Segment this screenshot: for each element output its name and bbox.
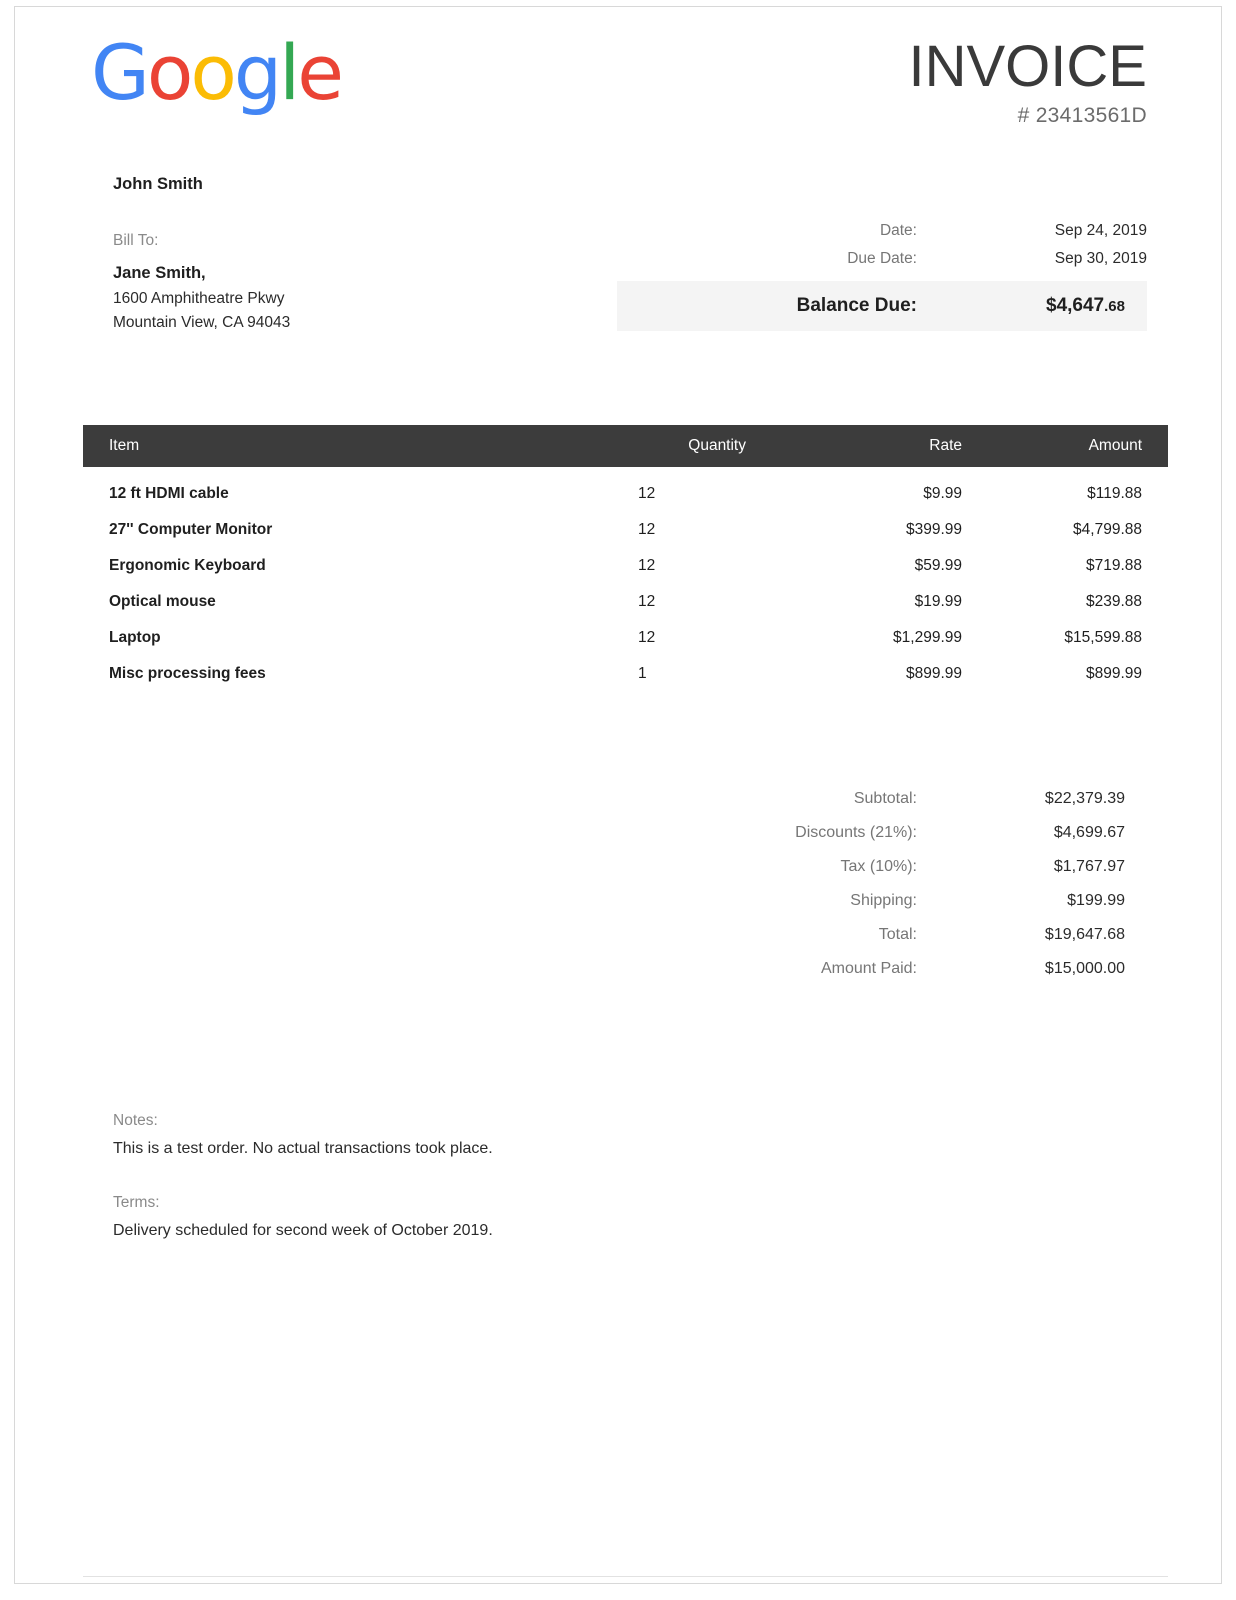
cell-item: Optical mouse [109, 593, 216, 610]
cell-quantity: 12 [638, 629, 656, 646]
totals-row [547, 884, 1147, 918]
table-row [83, 548, 1168, 584]
terms-label: Terms: [113, 1194, 160, 1211]
balance-due-label: Balance Due: [796, 295, 917, 316]
balance-due-value [957, 295, 1147, 317]
cell-amount: $15,599.88 [1064, 629, 1142, 646]
totals-value: $15,000.00 [1044, 960, 1125, 977]
table-header-row [83, 425, 1168, 467]
bill-to-block [113, 229, 290, 335]
totals-row [547, 816, 1147, 850]
meta-row-date [617, 217, 1147, 245]
cell-rate: $59.99 [914, 557, 962, 574]
totals-value: $199.99 [1067, 892, 1125, 909]
google-logo-letter: g [233, 28, 280, 117]
cell-quantity: 12 [638, 557, 656, 574]
meta-row-due-date [617, 245, 1147, 273]
bill-to-label: Bill To: [113, 232, 159, 249]
totals-label: Tax (10%): [840, 858, 917, 875]
balance-due-row [617, 281, 1147, 331]
cell-quantity: 1 [638, 665, 647, 682]
cell-rate: $9.99 [923, 485, 962, 502]
totals-row [547, 782, 1147, 816]
page-title: INVOICE [908, 34, 1147, 99]
invoice-number: # 23413561D [1017, 103, 1147, 127]
bill-to-name: Jane Smith, [113, 264, 206, 283]
cell-quantity: 12 [638, 521, 656, 538]
cell-quantity: 12 [638, 485, 656, 502]
notes-block [113, 1112, 1013, 1276]
notes-label: Notes: [113, 1112, 158, 1129]
terms-body: Delivery scheduled for second week of October 2019. [113, 1222, 493, 1239]
cell-quantity: 12 [638, 593, 656, 610]
invoice-title-block [908, 34, 1148, 128]
cell-item: 27'' Computer Monitor [109, 521, 273, 538]
google-logo [91, 28, 342, 117]
cell-item: Misc processing fees [109, 665, 266, 682]
due-date-value: Sep 30, 2019 [1054, 250, 1147, 267]
line-items [83, 425, 1168, 692]
google-logo-letter: o [190, 28, 234, 117]
cell-item: 12 ft HDMI cable [109, 485, 229, 502]
table-row [83, 656, 1168, 692]
footer-divider [83, 1576, 1168, 1577]
cell-amount: $719.88 [1085, 557, 1142, 574]
balance-due-cents: .68 [1104, 298, 1125, 315]
cell-amount: $4,799.88 [1073, 521, 1142, 538]
cell-item: Laptop [109, 629, 161, 646]
column-header-amount: Amount [988, 425, 1168, 467]
totals-label: Amount Paid: [820, 960, 917, 977]
totals-value: $22,379.39 [1044, 790, 1125, 807]
totals-row [547, 850, 1147, 884]
cell-rate: $1,299.99 [893, 629, 962, 646]
totals-row [547, 952, 1147, 986]
bill-to-address-line2: Mountain View, CA 94043 [113, 313, 291, 331]
cell-item: Ergonomic Keyboard [109, 557, 266, 574]
column-header-quantity: Quantity [628, 425, 808, 467]
column-header-item: Item [83, 425, 628, 467]
totals-block [547, 782, 1147, 986]
table-row [83, 620, 1168, 656]
notes-body: This is a test order. No actual transactions took place. [113, 1140, 493, 1157]
table-body [83, 467, 1168, 692]
invoice-header [15, 7, 1221, 157]
date-label: Date: [879, 222, 917, 239]
totals-value: $4,699.67 [1053, 824, 1125, 841]
google-logo-letter: o [146, 28, 191, 117]
cell-amount: $239.88 [1085, 593, 1142, 610]
totals-label: Total: [878, 926, 917, 943]
totals-value: $1,767.97 [1053, 858, 1125, 875]
google-logo-letter: e [297, 28, 342, 117]
bill-to-address-line1: 1600 Amphitheatre Pkwy [113, 289, 285, 307]
cell-rate: $399.99 [905, 521, 962, 538]
google-logo-letter: G [91, 28, 147, 117]
cell-amount: $119.88 [1087, 485, 1142, 502]
cell-rate: $19.99 [914, 593, 962, 610]
line-items-table [83, 425, 1168, 692]
invoice-meta [617, 217, 1147, 331]
totals-value: $19,647.68 [1044, 926, 1125, 943]
table-header [83, 425, 1168, 467]
balance-due-amount: $4,647 [1046, 295, 1105, 316]
date-value: Sep 24, 2019 [1054, 222, 1147, 239]
totals-label: Discounts (21%): [795, 824, 917, 841]
table-row [83, 584, 1168, 620]
totals-row [547, 918, 1147, 952]
google-logo-letter: l [279, 28, 298, 117]
column-header-rate: Rate [808, 425, 988, 467]
cell-amount: $899.99 [1085, 665, 1142, 682]
totals-label: Subtotal: [853, 790, 917, 807]
cell-rate: $899.99 [905, 665, 962, 682]
due-date-label: Due Date: [847, 250, 917, 267]
invoice-sheet [14, 6, 1222, 1584]
table-row [83, 512, 1168, 548]
sender-name: John Smith [113, 175, 203, 193]
table-row [83, 467, 1168, 512]
totals-label: Shipping: [850, 892, 917, 909]
